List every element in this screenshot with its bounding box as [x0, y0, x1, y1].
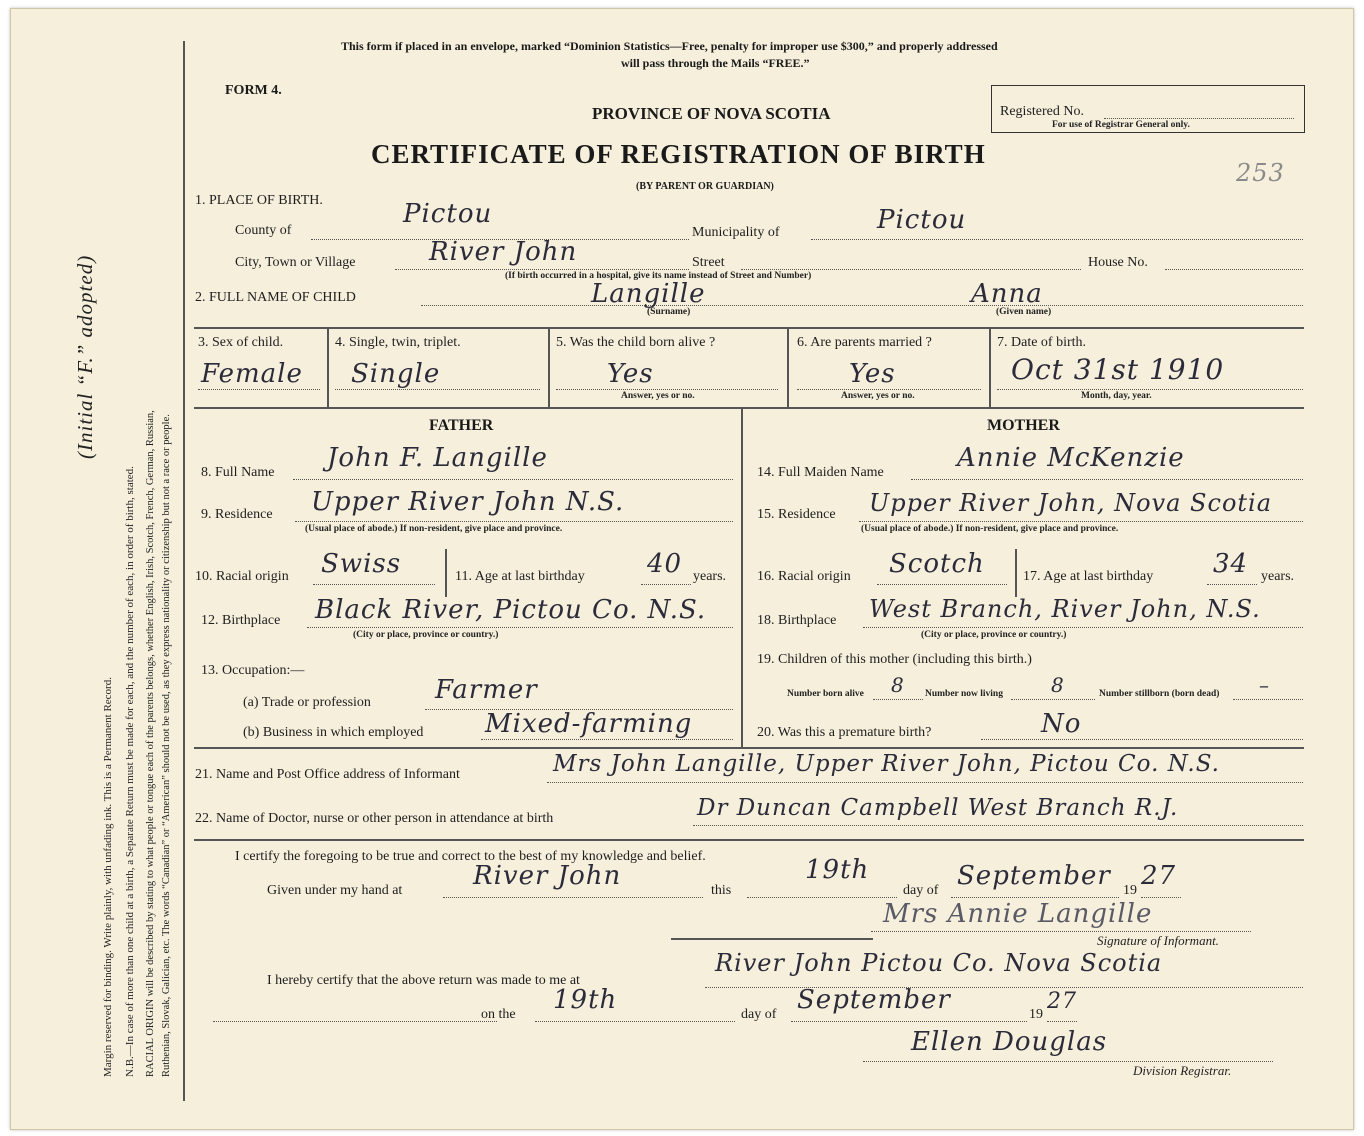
given-year-prefix: 19	[1123, 883, 1137, 898]
informant-signature-caption: Signature of Informant.	[1097, 933, 1219, 948]
father-residence-caption: (Usual place of abode.) If non-resident, give place and province.	[305, 524, 563, 534]
child-surname-value: Langille	[591, 279, 706, 309]
certificate-subtitle: (BY PARENT OR GUARDIAN)	[636, 181, 774, 192]
mother-residence-value: Upper River John, Nova Scotia	[869, 489, 1273, 517]
father-racial-value: Swiss	[321, 549, 402, 579]
child-given-name-value: Anna	[971, 279, 1043, 309]
mother-name-value: Annie McKenzie	[957, 443, 1185, 473]
father-residence-value: Upper River John N.S.	[311, 487, 625, 517]
province-heading: PROVINCE OF NOVA SCOTIA	[592, 104, 831, 123]
given-at-label: Given under my hand at	[267, 883, 403, 898]
margin-note-multiple-births: N.B.—In case of more than one child at a birth, a Separate Return must be made for each, and the number of each, in order of birth, stated.	[124, 466, 136, 1077]
row-divider	[194, 327, 1304, 329]
certificate-title: CERTIFICATE OF REGISTRATION OF BIRTH	[371, 139, 986, 169]
registrar-caption: Division Registrar.	[1133, 1063, 1232, 1078]
mother-years-label: years.	[1261, 569, 1295, 584]
date-of-birth-value: Oct 31st 1910	[1011, 353, 1225, 386]
trade-value: Farmer	[435, 675, 538, 705]
surname-caption: (Surname)	[647, 307, 691, 317]
born-alive-caption: Answer, yes or no.	[621, 391, 695, 401]
premature-label: 20. Was this a premature birth?	[757, 725, 932, 740]
sex-label: 3. Sex of child.	[198, 335, 284, 350]
place-of-birth-heading: 1. PLACE OF BIRTH.	[195, 193, 323, 208]
margin-note-racial-origin-cont: Ruthenian, Slovak, Galician, etc. The words “Canadian” or “American” should not be used, as they express nationality or citizenship but not a race or people.	[161, 414, 172, 1077]
child-name-label: 2. FULL NAME OF CHILD	[195, 290, 356, 305]
margin-note-racial-origin: RACIAL ORIGIN will be described by stating to what people or tongue each of the parents belongs, whether English, Irish, Scotch, French, German, Russian,	[145, 410, 156, 1077]
given-name-caption: (Given name)	[996, 307, 1052, 317]
parents-married-caption: Answer, yes or no.	[841, 391, 915, 401]
father-occupation-label: 13. Occupation:—	[201, 663, 305, 678]
given-month-value: September	[957, 861, 1111, 891]
given-place-value: River John	[473, 861, 622, 891]
registration-day-value: 19th	[553, 985, 618, 1015]
now-living-count-value: 8	[1051, 673, 1065, 697]
registration-year-value: 27	[1047, 989, 1077, 1014]
doctor-value: Dr Duncan Campbell West Branch R.J.	[697, 795, 1179, 821]
postal-notice-cont: will pass through the Mails “FREE.”	[621, 56, 810, 70]
children-of-mother-label: 19. Children of this mother (including this birth.)	[757, 652, 1032, 667]
plurality-value: Single	[351, 359, 441, 389]
registered-number-note: For use of Registrar General only.	[1052, 120, 1190, 130]
mother-birthplace-value: West Branch, River John, N.S.	[869, 595, 1261, 623]
registration-year-prefix: 19	[1029, 1007, 1043, 1022]
father-birthplace-caption: (City or place, province or country.)	[353, 630, 499, 640]
margin-rule	[183, 41, 185, 1101]
margin-note-binding: Margin reserved for binding. Write plainly, with unfading ink. This is a Permanent Record.	[102, 677, 114, 1077]
form-number: FORM 4.	[225, 83, 282, 98]
mother-racial-label: 16. Racial origin	[757, 569, 851, 584]
given-year-value: 27	[1141, 861, 1177, 891]
born-alive-count-label: Number born alive	[787, 689, 864, 699]
stillborn-count-label: Number stillborn (born dead)	[1099, 689, 1220, 699]
parents-married-label: 6. Are parents married ?	[797, 335, 932, 350]
mother-birthplace-caption: (City or place, province or country.)	[921, 630, 1067, 640]
certification-statement: I certify the foregoing to be true and correct to the best of my knowledge and belief.	[235, 849, 706, 864]
trade-label: (a) Trade or profession	[243, 695, 371, 710]
stillborn-count-value: –	[1259, 673, 1270, 697]
registration-month-value: September	[797, 985, 951, 1015]
date-of-birth-caption: Month, day, year.	[1081, 391, 1152, 401]
father-age-value: 40	[647, 549, 683, 579]
given-this-label: this	[711, 883, 732, 898]
business-label: (b) Business in which employed	[243, 725, 424, 740]
margin-annotation: (Initial “F.” adopted)	[73, 254, 97, 459]
given-day-of-label: day of	[903, 883, 939, 898]
given-day-value: 19th	[805, 855, 870, 885]
father-name-value: John F. Langille	[327, 443, 548, 473]
parents-married-value: Yes	[849, 359, 896, 389]
business-value: Mixed-farming	[485, 709, 693, 739]
doctor-label: 22. Name of Doctor, nurse or other person in attendance at birth	[195, 811, 554, 826]
mother-residence-caption: (Usual place of abode.) If non-resident, give place and province.	[861, 524, 1119, 534]
born-alive-count-value: 8	[891, 673, 905, 697]
house-number-label: House No.	[1088, 255, 1148, 270]
mother-age-value: 34	[1213, 549, 1249, 579]
sex-value: Female	[201, 359, 303, 389]
father-racial-label: 10. Racial origin	[195, 569, 289, 584]
father-years-label: years.	[693, 569, 727, 584]
registrar-statement: I hereby certify that the above return was made to me at	[267, 973, 580, 988]
street-label: Street	[692, 255, 725, 270]
hospital-note: (If birth occurred in a hospital, give its name instead of Street and Number)	[505, 271, 812, 281]
registered-number-label: Registered No.	[1000, 104, 1084, 119]
informant-signature: Mrs Annie Langille	[883, 899, 1153, 929]
registrar-place-value: River John Pictou Co. Nova Scotia	[715, 949, 1163, 977]
mother-residence-label: 15. Residence	[757, 507, 836, 522]
mother-heading: MOTHER	[987, 417, 1060, 434]
registered-number-box	[991, 85, 1305, 133]
registration-day-of-label: day of	[741, 1007, 777, 1022]
father-name-label: 8. Full Name	[201, 465, 275, 480]
father-residence-label: 9. Residence	[201, 507, 273, 522]
plurality-label: 4. Single, twin, triplet.	[335, 335, 461, 350]
father-age-label: 11. Age at last birthday	[455, 569, 585, 584]
informant-label: 21. Name and Post Office address of Informant	[195, 767, 460, 782]
father-heading: FATHER	[429, 417, 494, 434]
father-birthplace-label: 12. Birthplace	[201, 613, 281, 628]
parents-divider	[741, 407, 743, 747]
now-living-count-label: Number now living	[925, 689, 1003, 699]
registration-number-pencil: 253	[1236, 159, 1285, 187]
informant-value: Mrs John Langille, Upper River John, Pictou Co. N.S.	[553, 751, 1220, 777]
mother-birthplace-label: 18. Birthplace	[757, 613, 837, 628]
city-label: City, Town or Village	[235, 255, 356, 270]
father-birthplace-value: Black River, Pictou Co. N.S.	[315, 595, 707, 625]
mother-racial-value: Scotch	[889, 549, 985, 579]
date-of-birth-label: 7. Date of birth.	[997, 335, 1087, 350]
municipality-value: Pictou	[877, 205, 967, 235]
county-label: County of	[235, 223, 292, 238]
born-alive-value: Yes	[607, 359, 654, 389]
born-alive-label: 5. Was the child born alive ?	[556, 335, 716, 350]
on-the-label: on the	[481, 1007, 516, 1022]
county-value: Pictou	[403, 199, 493, 229]
postal-notice: This form if placed in an envelope, marked “Dominion Statistics—Free, penalty for improper use $300,” and properly addressed	[341, 39, 998, 53]
municipality-label: Municipality of	[692, 225, 780, 240]
registrar-signature: Ellen Douglas	[911, 1027, 1108, 1057]
mother-age-label: 17. Age at last birthday	[1023, 569, 1154, 584]
birth-certificate-form	[10, 8, 1354, 1130]
mother-name-label: 14. Full Maiden Name	[757, 465, 884, 480]
premature-value: No	[1041, 709, 1082, 739]
city-value: River John	[429, 237, 578, 267]
